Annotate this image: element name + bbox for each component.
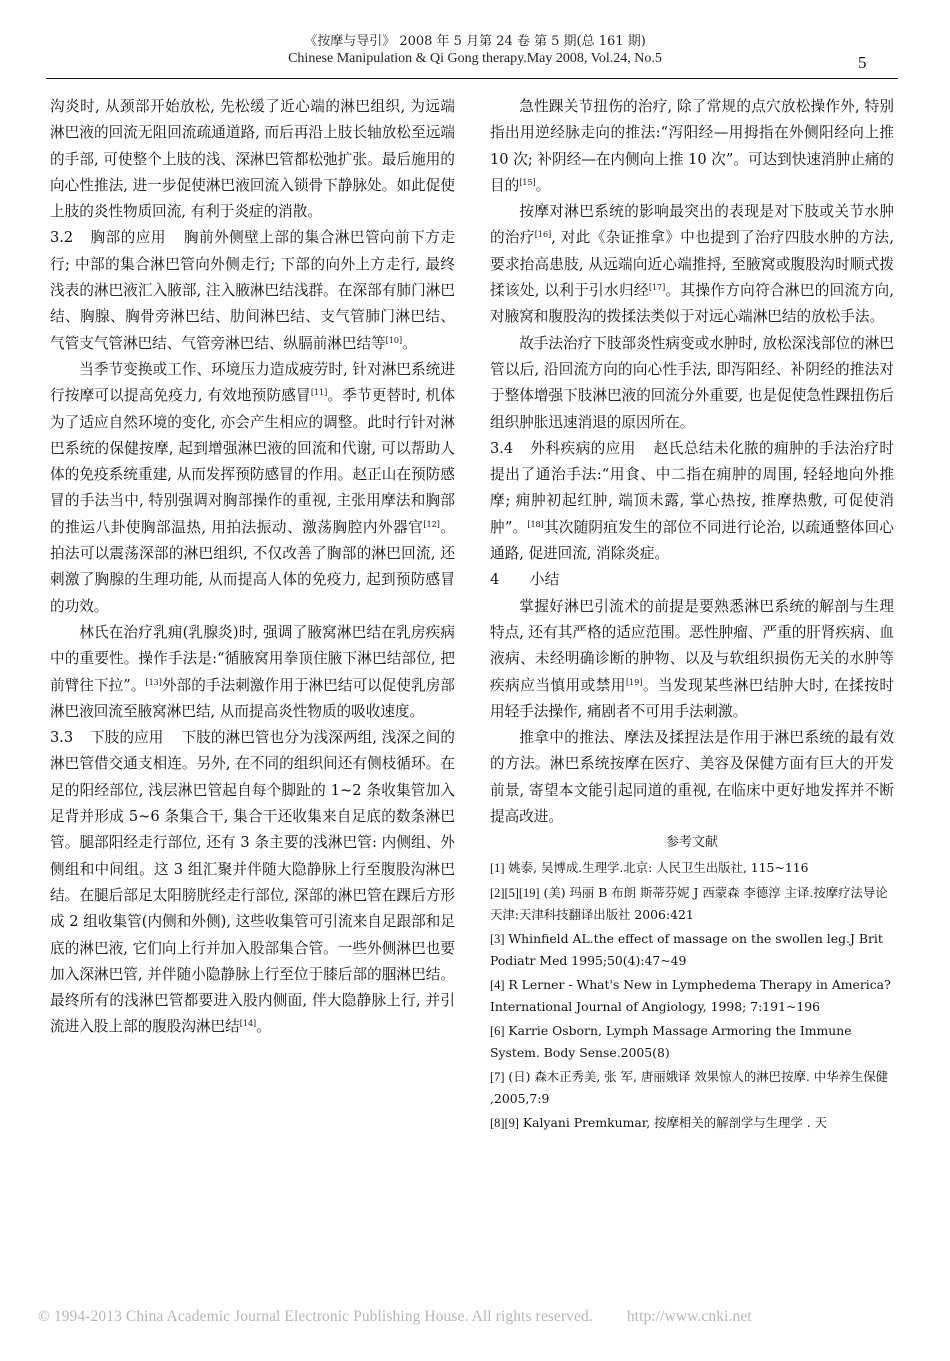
reference-list bbox=[490, 857, 894, 1134]
section-number: 3.3 bbox=[50, 729, 74, 747]
reference-item bbox=[490, 974, 894, 1017]
section-3-2: 3.2 胸部的应用 胸前外侧壁上部的集合淋巴管向前下方走行; 中部的集合淋巴管向外侧走行; 下部的向外上方走行, 最终浅表的淋巴液汇入腋部, 注入腋淋巴结浅群。在深部有肺门淋巴结、胸腺、胸骨旁淋巴结、肋间淋巴结、支气管肺门淋巴结、气管支气管淋巴结、气管旁淋巴结、纵膈前淋巴结等[10]。 bbox=[50, 225, 455, 356]
reference-item bbox=[490, 1066, 894, 1109]
page-number: 5 bbox=[858, 53, 867, 72]
section-4 bbox=[490, 567, 894, 593]
citation: [19] bbox=[626, 677, 643, 687]
paragraph: 按摩对淋巴系统的影响最突出的表现是对下肢或关节水肿的治疗[16], 对此《杂证推拿》中也提到了治疗四肢水肿的方法, 要求抬高患肢, 从远端向近心端推捋, 至腋窝或腹股沟时顺式拨揉该处, 以利于引水归经[17]。其操作方向符合淋巴的回流方向, 对腋窝和腹股沟的拨揉法类似于对远心端淋巴结的放松手法。 bbox=[490, 203, 895, 326]
reference-tag: [3] bbox=[490, 932, 505, 947]
reference-item bbox=[490, 1020, 894, 1063]
citation: [15] bbox=[519, 177, 536, 187]
paragraph: 推拿中的推法、摩法及揉捏法是作用于淋巴系统的最有效的方法。淋巴系统按摩在医疗、美容及保健方面有巨大的开发前景, 寄望本文能引起同道的重视, 在临床中更好地发挥并不断提高改进。 bbox=[490, 729, 894, 826]
reference-text: (美) 玛丽 B 布朗 斯蒂芬妮 J 西蒙森 李德淳 主译.按摩疗法导论天津:天津科技翻译出版社 2006:421 bbox=[490, 885, 888, 923]
section-title: 外科疾病的应用 bbox=[530, 439, 636, 457]
citation: [14] bbox=[239, 1019, 257, 1029]
journal-title-cn: 《按摩与导引》 2008 年 5 月第 24 卷 第 5 期(总 161 期) bbox=[304, 34, 646, 49]
section-3-4: 3.4 外科疾病的应用 赵氏总结未化脓的痈肿的手法治疗时提出了通治手法:“用食、中二指在痈肿的周围, 轻轻地向外推摩; 痈肿初起红肿, 端顶未露, 掌心热按, 推摩热敷, 可促使消肿”。[18]其次随阴疽发生的部位不同进行论治, 以疏通整体回心通路, 促进回流, 消除炎症。 bbox=[490, 436, 894, 567]
left-column bbox=[50, 94, 455, 1041]
citation: [18] bbox=[527, 519, 544, 529]
reference-tag: [6] bbox=[490, 1024, 505, 1039]
paragraph: 当季节变换或工作、环境压力造成疲劳时, 针对淋巴系统进行按摩可以提高免疫力, 有效地预防感冒[11]。季节更替时, 机体为了适应自然环境的变化, 亦会产生相应的调整。此时行针对淋巴系统的保健按摩, 起到增强淋巴液的回流和代谢, 可以帮助人体的免疫系统重建, 从而发挥预防感冒的作用。赵正山在预防感冒的手法当中, 特别强调对胸部操作的重视, 主张用摩法和胸部的推运八卦使胸部温热, 用拍法振动、激荡胸腔内外器官[12]。拍法可以震荡深部的淋巴组织, 不仅改善了胸部的淋巴回流, 还刺激了胸腺的生理功能, 从而提高人体的免疫力, 起到预防感冒的功效。 bbox=[50, 360, 456, 615]
section-title: 下肢的应用 bbox=[90, 729, 164, 747]
footer-url: http://www.cnki.net bbox=[626, 1308, 752, 1325]
paragraph: 故手法治疗下肢部炎性病变或水肿时, 放松深浅部位的淋巴管以后, 沿回流方向的向心性手法, 即泻阳经、补阴经的推法对于整体增强下肢淋巴液的回流分外重要, 也是促使急性踝扭伤后组织肿胀迅速消退的原因所在。 bbox=[490, 334, 894, 431]
citation: [16] bbox=[534, 230, 552, 240]
reference-text: 姚泰, 吴博成.生理学.北京: 人民卫生出版社, 115~116 bbox=[508, 860, 809, 876]
citation: [11] bbox=[310, 388, 328, 398]
reference-tag: [4] bbox=[490, 978, 505, 993]
reference-text: Kalyani Premkumar, 按摩相关的解剖学与生理学 . 天 bbox=[522, 1115, 828, 1131]
reference-tag: [7] bbox=[490, 1070, 505, 1085]
section-3-3: 3.3 下肢的应用 下肢的淋巴管也分为浅深两组, 浅深之间的淋巴管借交通支相连。另外, 在不同的组织间还有侧枝循环。在足的阳经部位, 浅层淋巴管起自每个脚趾的 1~2 条收集管加入足背并形成 5~6 条集合干, 集合干还收集来自足底的数条淋巴管。腿部阳经走行部位, 还有 3 条主要的浅淋巴管: 内侧组、外侧组和中间组。这 3 组汇聚并伴随大隐静脉上行至腹股沟淋巴结。在腿后部足太阳膀胱经走行部位, 深部的淋巴管在踝后方形成 2 组收集管(内侧和外侧), 这些收集管可引流来自足跟部和足底的淋巴液, 它们向上行并加入股部集合管。一些外侧淋巴也要加入深淋巴管, 并伴随小隐静脉上行至位于膝后部的腘淋巴结。最终所有的浅淋巴管都要进入股内侧面, 伴大隐静脉上行, 并引流进入股上部的腹股沟淋巴结[14]。 bbox=[50, 725, 455, 1041]
paragraph: 掌握好淋巴引流术的前提是要熟悉淋巴系统的解剖与生理特点, 还有其严格的适应范围。恶性肿瘤、严重的肝肾疾病、血液病、未经明确诊断的肿物、以及与软组织损伤无关的水肿等疾病应当慎用或禁用[19]。当发现某些淋巴结肿大时, 在揉按时用轻手法操作, 痛剧者不可用手法刺激。 bbox=[490, 597, 894, 720]
reference-text: (日) 森木正秀美, 张 军, 唐丽娥译 效果惊人的淋巴按摩. 中华养生保健 ,2005,7:9 bbox=[490, 1069, 889, 1107]
reference-text: R Lerner - What's New in Lymphedema Therapy in America? International Journal of Angiology, 1998; 7:191~196 bbox=[490, 977, 891, 1015]
paragraph: 林氏在治疗乳痈(乳腺炎)时, 强调了腋窝淋巴结在乳房疾病中的重要性。操作手法是:“循腋窝用拳顶住腋下淋巴结部位, 把前臂往下拉”。[13]外部的手法刺激作用于淋巴结可以促使乳房部淋巴液回流至腋窝淋巴结, 从而提高炎性物质的吸收速度。 bbox=[50, 623, 455, 720]
page-header bbox=[0, 30, 950, 76]
references-heading: 参考文献 bbox=[665, 835, 718, 851]
copyright-footer bbox=[38, 1308, 752, 1326]
reference-item bbox=[490, 928, 894, 971]
citation: [17] bbox=[648, 283, 666, 293]
reference-item bbox=[490, 1112, 894, 1134]
reference-tag: [2][5][19] bbox=[490, 886, 540, 901]
reference-tag: [8][9] bbox=[490, 1116, 519, 1131]
section-title: 胸部的应用 bbox=[90, 229, 166, 247]
paragraph: 沟炎时, 从颈部开始放松, 先松缓了近心端的淋巴组织, 为远端淋巴液的回流无阻回流疏通道路, 而后再沿上肢长轴放松至远端的手部, 可使整个上肢的浅、深淋巴管都松弛扩张。最后施用的向心性推法, 进一步促使淋巴液回流入锁骨下静脉处。如此促使上肢的炎性物质回流, 有利于炎症的消散。 bbox=[50, 98, 455, 221]
reference-text: Whinfield AL.the effect of massage on the swollen leg.J Brit Podiatr Med 1995;50(4):47~49 bbox=[490, 931, 883, 969]
copyright-text: © 1994-2013 China Academic Journal Electronic Publishing House. All rights reserved. bbox=[38, 1308, 593, 1325]
citation: [13] bbox=[145, 677, 162, 687]
section-number: 4 bbox=[490, 571, 500, 589]
section-number: 3.2 bbox=[50, 229, 74, 247]
header-rule bbox=[46, 78, 898, 79]
reference-text: Karrie Osborn, Lymph Massage Armoring the Immune System. Body Sense.2005(8) bbox=[490, 1023, 852, 1061]
reference-item bbox=[490, 882, 894, 925]
right-column bbox=[490, 94, 894, 1134]
section-title: 小结 bbox=[530, 571, 560, 589]
section-number: 3.4 bbox=[490, 439, 514, 457]
citation: [12] bbox=[423, 519, 440, 529]
journal-title-en: Chinese Manipulation & Qi Gong therapy.May 2008, Vol.24, No.5 bbox=[288, 51, 662, 66]
reference-item bbox=[490, 857, 894, 879]
paragraph: 急性踝关节扭伤的治疗, 除了常规的点穴放松操作外, 特别指出用逆经脉走向的推法:“泻阳经—用拇指在外侧阳经向上推 10 次; 补阴经—在内侧向上推 10 次”。可达到快速消肿止痛的目的[15]。 bbox=[490, 98, 894, 194]
citation: [10] bbox=[385, 335, 403, 345]
reference-tag: [1] bbox=[490, 861, 505, 876]
